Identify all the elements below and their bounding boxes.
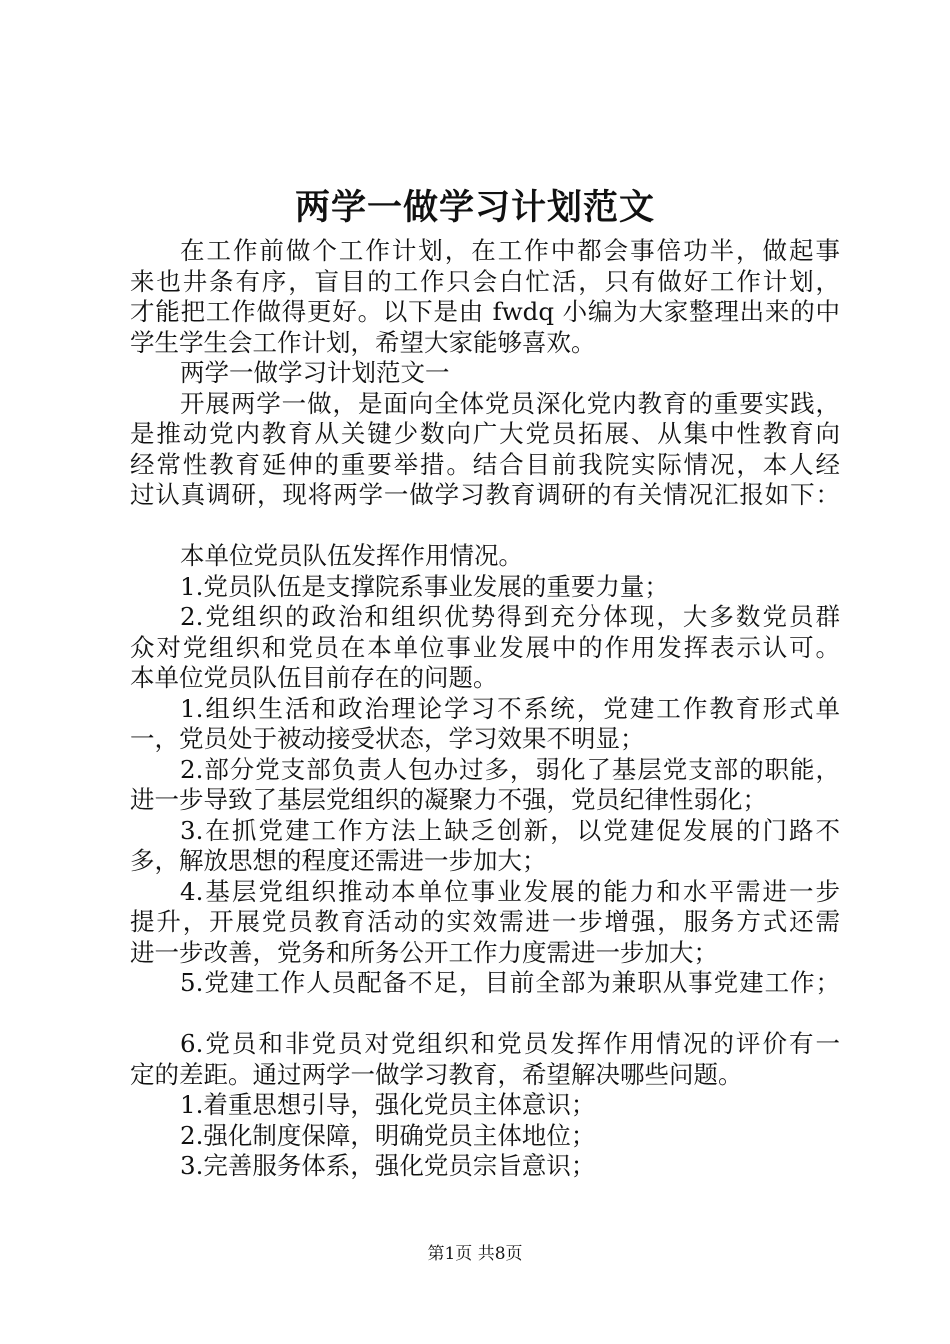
text-line: 定的差距。通过两学一做学习教育，希望解决哪些问题。 <box>130 1059 743 1089</box>
blank-line <box>130 511 840 542</box>
document-title: 两学一做学习计划范文 <box>294 188 655 228</box>
text-line: 2.强化制度保障，明确党员主体地位； <box>180 1120 596 1150</box>
text-line: 1.党员队伍是支撑院系事业发展的重要力量； <box>180 571 669 601</box>
text-line: 5.党建工作人员配备不足，目前全部为兼职从事党建工作； <box>180 968 840 997</box>
text-line: 3.在抓党建工作方法上缺乏创新，以党建促发展的门路不 <box>180 815 840 845</box>
text-line: 过认真调研，现将两学一做学习教育调研的有关情况汇报如下： <box>130 480 840 509</box>
text-line: 在工作前做个工作计划，在工作中都会事倍功半，做起事 <box>180 236 840 265</box>
text-line: 进一步导致了基层党组织的凝聚力不强，党员纪律性弱化； <box>130 785 767 814</box>
document-body <box>130 236 840 1182</box>
text-line: 多，解放思想的程度还需进一步加大； <box>130 846 547 875</box>
text-line: 本单位党员队伍发挥作用情况。 <box>180 541 523 570</box>
text-line: 来也井条有序，盲目的工作只会白忙活，只有做好工作计划， <box>130 266 840 296</box>
blank-line <box>130 999 840 1030</box>
text-line: 1.着重思想引导，强化党员主体意识； <box>180 1090 596 1119</box>
text-line: 3.完善服务体系，强化党员宗旨意识； <box>180 1151 596 1180</box>
text-line: 进一步改善，党务和所务公开工作力度需进一步加大； <box>130 937 718 967</box>
text-line: 提升，开展党员教育活动的实效需进一步增强，服务方式还需 <box>130 907 840 936</box>
text-line: 众对党组织和党员在本单位事业发展中的作用发挥表示认可。 <box>130 632 840 662</box>
page-footer: 第1页 共8页 <box>427 1244 523 1264</box>
text-line: 开展两学一做，是面向全体党员深化党内教育的重要实践， <box>180 388 840 418</box>
text-line: 2.党组织的政治和组织优势得到充分体现，大多数党员群 <box>180 602 840 631</box>
text-line: 才能把工作做得更好。以下是由 fwdq 小编为大家整理出来的中 <box>130 297 840 326</box>
text-line: 学生学生会工作计划，希望大家能够喜欢。 <box>130 327 596 357</box>
text-line: 一，党员处于被动接受状态，学习效果不明显； <box>130 724 645 753</box>
text-line: 经常性教育延伸的重要举措。结合目前我院实际情况，本人经 <box>130 449 840 479</box>
text-line: 4.基层党组织推动本单位事业发展的能力和水平需进一步 <box>180 876 840 906</box>
text-line: 2.部分党支部负责人包办过多，弱化了基层党支部的职能， <box>180 754 840 784</box>
text-line: 是推动党内教育从关键少数向广大党员拓展、从集中性教育向 <box>130 419 840 448</box>
text-line: 6.党员和非党员对党组织和党员发挥作用情况的评价有一 <box>180 1029 840 1058</box>
text-line: 两学一做学习计划范文一 <box>180 358 450 387</box>
text-line: 本单位党员队伍目前存在的问题。 <box>130 663 498 692</box>
text-line: 1.组织生活和政治理论学习不系统，党建工作教育形式单 <box>180 693 840 723</box>
